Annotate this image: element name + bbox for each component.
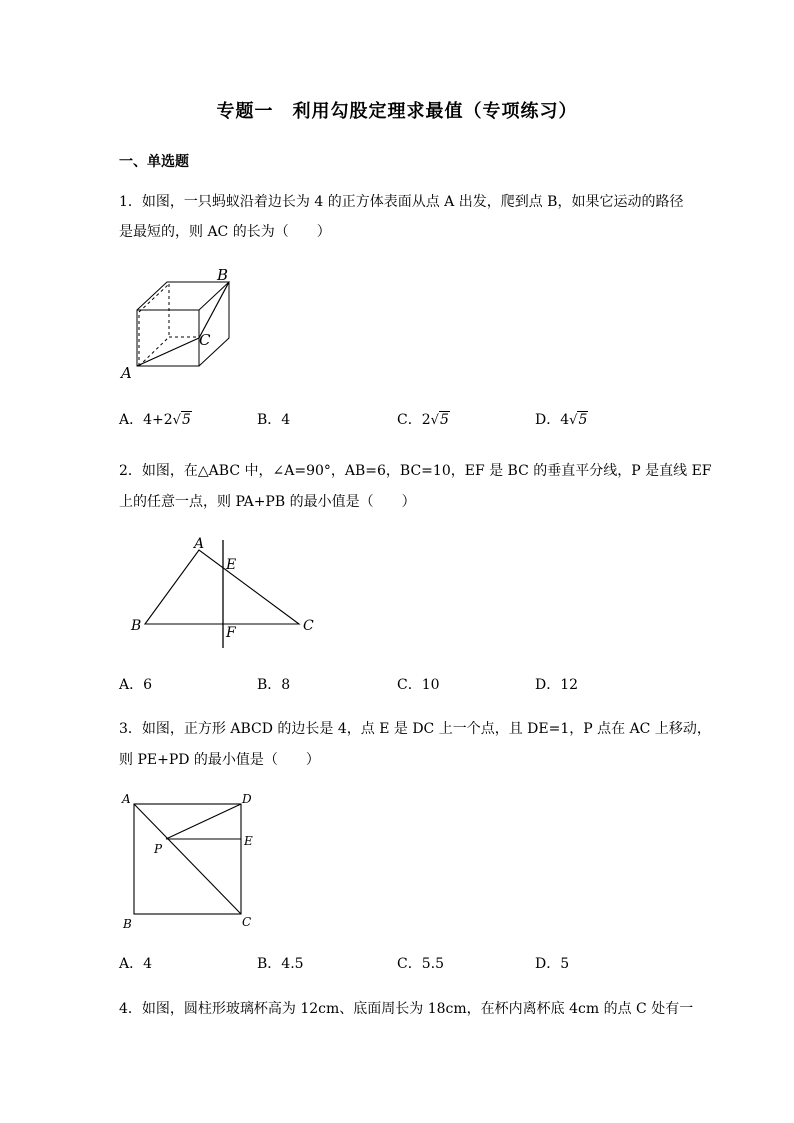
q3-label-e: E <box>244 834 253 848</box>
q3-label-d: D <box>242 792 252 806</box>
q1-stem-line-1: 1．如图，一只蚂蚁沿着边长为 4 的正方体表面从点 A 出发，爬到点 B，如果它运动的路径 <box>119 194 684 210</box>
q3-label-b: B <box>123 917 132 931</box>
q3-option-b[interactable]: B．4.5 <box>257 956 304 972</box>
q2-label-f: F <box>226 625 236 641</box>
q1-label-b: B <box>217 266 229 284</box>
q1-option-a[interactable]: A．4+2√5 <box>119 410 192 431</box>
q1-option-b[interactable]: B．4 <box>257 412 291 428</box>
q4-stem-line-1: 4．如图，圆柱形玻璃杯高为 12cm、底面周长为 18cm，在杯内离杯底 4cm 的点 C 处有一 <box>119 1001 694 1017</box>
q2-label-a: A <box>194 536 205 552</box>
sqrt-symbol: √5 <box>569 412 588 428</box>
q3-option-c[interactable]: C．5.5 <box>397 956 444 972</box>
q1-option-c[interactable]: C．2√5 <box>397 410 450 431</box>
q2-label-e: E <box>226 557 237 573</box>
q2-triangle-figure <box>119 530 329 655</box>
q3-stem-line-1: 3．如图，正方形 ABCD 的边长是 4，点 E 是 DC 上一个点，且 DE=1，P 点在 AC 上移动， <box>119 721 711 737</box>
q1-label-c: C <box>199 331 211 349</box>
q3-label-a: A <box>122 792 131 806</box>
q3-stem-line-2: 则 PE+PD 的最小值是（ ） <box>119 752 320 768</box>
q1-cube-figure <box>119 262 239 382</box>
q3-label-c: C <box>242 915 252 929</box>
q2-label-b: B <box>131 618 142 634</box>
q3-label-p: P <box>154 842 163 856</box>
page-title: 专题一 利用勾股定理求最值（专项练习） <box>216 101 578 122</box>
sqrt-symbol: √5 <box>430 412 449 428</box>
q1-label-a: A <box>121 364 132 382</box>
q3-square-figure <box>119 790 269 935</box>
q1-option-d[interactable]: D．4√5 <box>535 410 588 431</box>
q2-option-a[interactable]: A．6 <box>119 677 153 693</box>
sqrt-symbol: √5 <box>172 412 191 428</box>
q3-option-a[interactable]: A．4 <box>119 956 153 972</box>
q2-option-c[interactable]: C．10 <box>397 677 440 693</box>
section-heading: 一、单选题 <box>119 154 189 170</box>
q2-stem-line-1: 2．如图，在△ABC 中，∠A=90°，AB=6，BC=10，EF 是 BC 的垂直平分线，P 是直线 EF <box>119 463 712 479</box>
q2-option-b[interactable]: B．8 <box>257 677 291 693</box>
q3-option-d[interactable]: D．5 <box>535 956 570 972</box>
q2-label-c: C <box>303 618 314 634</box>
q2-stem-line-2: 上的任意一点，则 PA+PB 的最小值是（ ） <box>119 494 416 510</box>
q1-stem-line-2: 是最短的，则 AC 的长为（ ） <box>119 224 331 240</box>
q2-option-d[interactable]: D．12 <box>535 677 579 693</box>
